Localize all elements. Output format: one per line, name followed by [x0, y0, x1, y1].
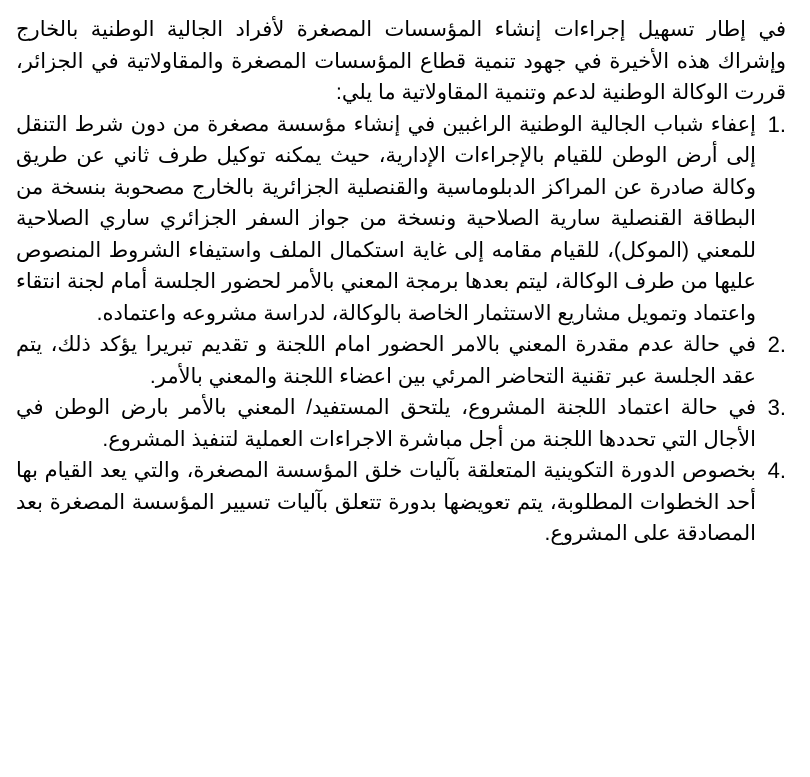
list-item-text: في حالة عدم مقدرة المعني بالامر الحضور امام اللجنة و تقديم تبريرا يؤكد ذلك، يتم عقد الجلسة عبر تقنية التحاضر المرئي بين اعضاء اللجنة والمعني بالأمر. [16, 333, 756, 388]
list-item-number: 2. [767, 332, 786, 357]
list-item-text: بخصوص الدورة التكوينية المتعلقة بآليات خلق المؤسسة المصغرة، والتي يعد القيام بها أحد الخطوات المطلوبة، يتم تعويضها بدورة تتعلق بآليات تسيير المؤسسة المصغرة بعد المصادقة على المشروع. [16, 459, 756, 545]
list-item-text: إعفاء شباب الجالية الوطنية الراغبين في إنشاء مؤسسة مصغرة من دون شرط التنقل إلى أرض الوطن للقيام بالإجراءات الإدارية، حيث يمكنه توكيل طرف ثاني عن طريق وكالة صادرة عن المراكز الدبلوماسية والقنصلية الجزائرية بالخارج مصحوبة بنسخة من البطاقة القنصلية سارية الصلاحية ونسخة من جواز السفر الجزائري ساري الصلاحية للمعني (الموكل)، للقيام مقامه إلى غاية استكمال الملف واستيفاء الشروط المنصوص عليها من طرف الوكالة، ليتم بعدها برمجة المعني بالأمر لحضور الجلسة أمام لجنة انتقاء واعتماد وتمويل مشاريع الاستثمار الخاصة بالوكالة، لدراسة مشروعه واعتماده. [16, 112, 756, 325]
list-item-text: في حالة اعتماد اللجنة المشروع، يلتحق المستفيد/ المعني بالأمر بارض الوطن في الأجال التي تحددها اللجنة من أجل مباشرة الاجراءات العملية لتنفيذ المشروع. [16, 396, 756, 451]
list-item [16, 392, 786, 455]
list-item [16, 329, 786, 392]
intro-paragraph: في إطار تسهيل إجراءات إنشاء المؤسسات المصغرة لأفراد الجالية الوطنية بالخارج وإشراك هذه الأخيرة في جهود تنمية قطاع المؤسسات المصغرة والمقاولاتية في الجزائر، قررت الوكالة الوطنية لدعم وتنمية المقاولاتية ما يلي: [16, 18, 786, 104]
list-item [16, 455, 786, 550]
decisions-list [16, 109, 786, 550]
list-item-number: 1. [767, 111, 786, 137]
list-item [16, 109, 786, 330]
list-item-number: 3. [767, 395, 786, 420]
list-item-number: 4. [767, 458, 786, 483]
